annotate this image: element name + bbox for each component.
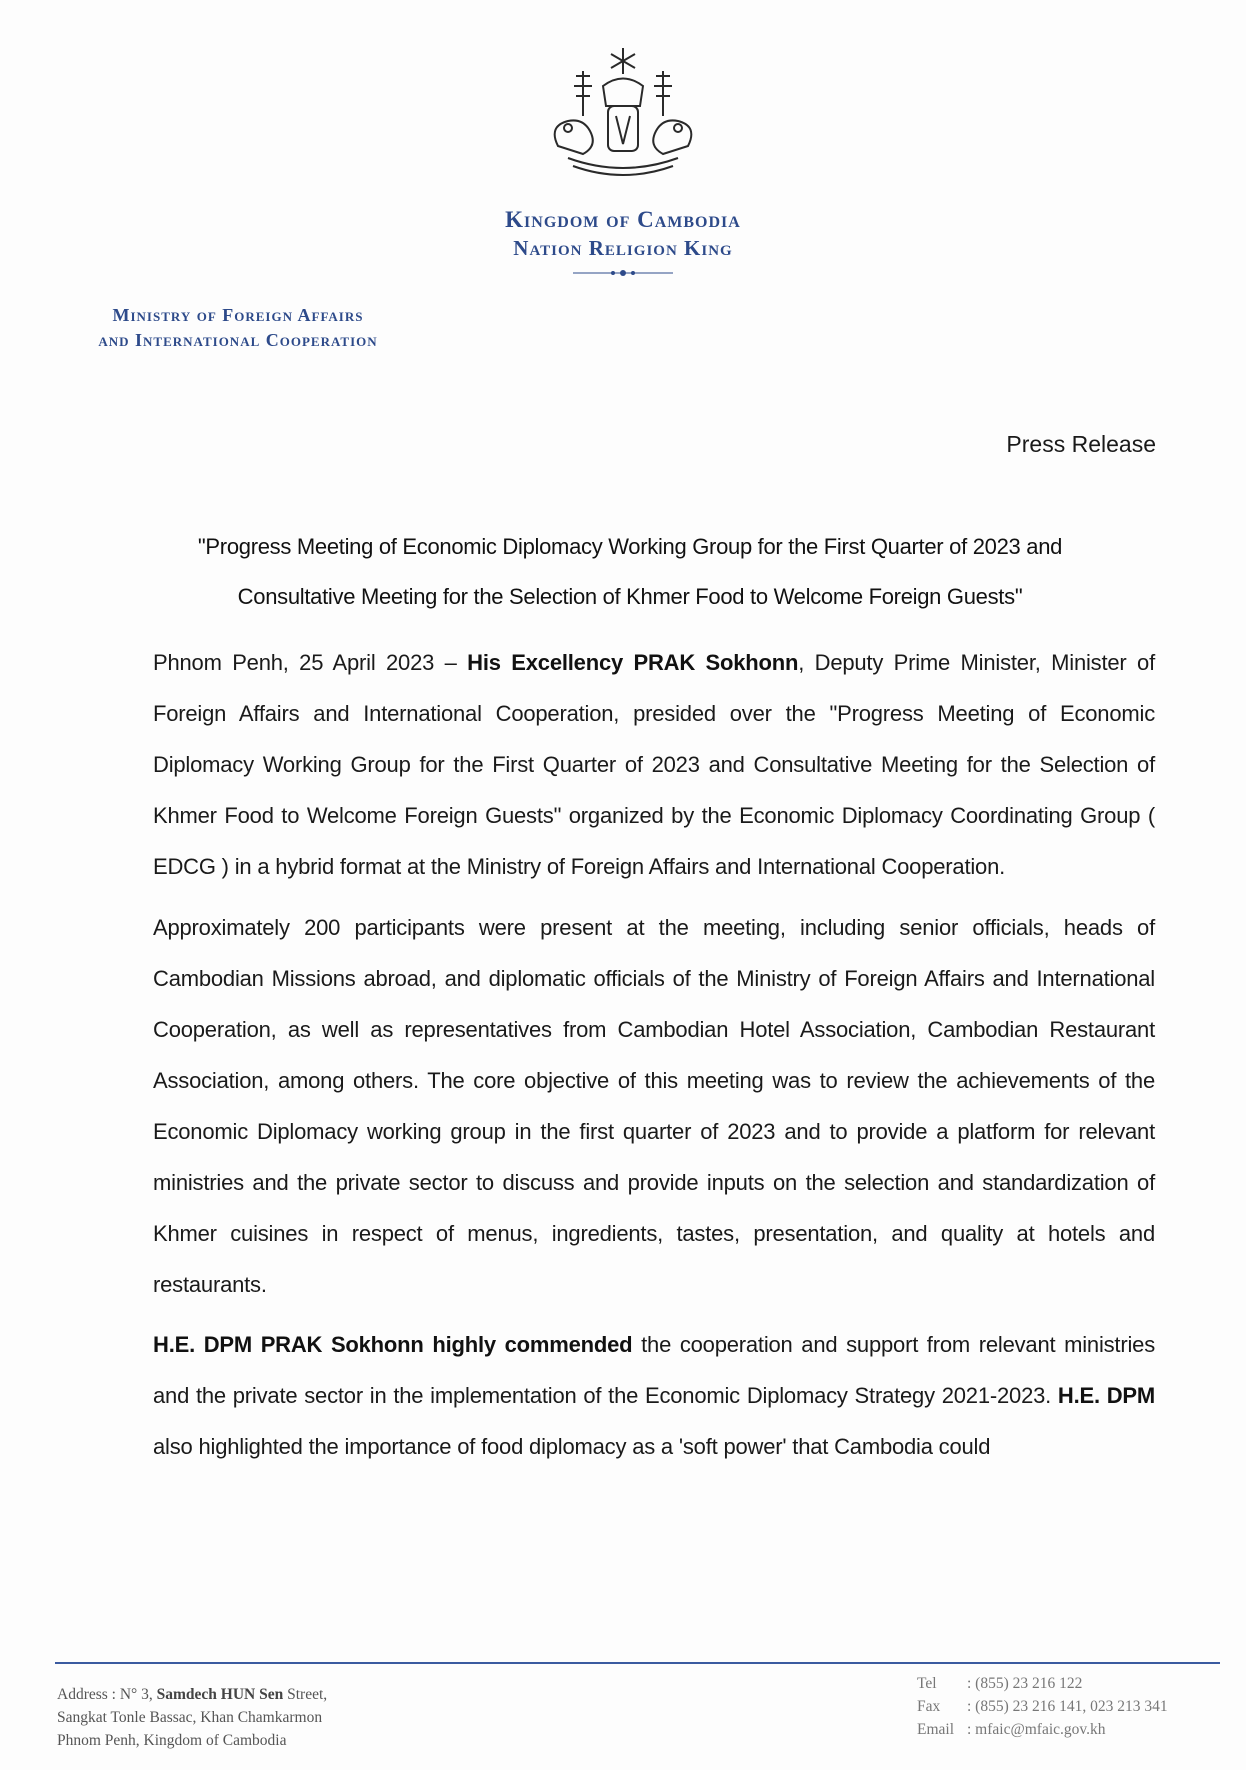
press-release-title: [150, 522, 1110, 622]
title-line-2: Consultative Meeting for the Selection of Khmer Food to Welcome Foreign Guests": [237, 584, 1023, 609]
fax-value: : (855) 23 216 141, 023 213 341: [967, 1698, 1168, 1715]
ornament-divider-icon: [573, 268, 673, 278]
address-line-2: Sangkat Tonle Bassac, Khan Chamkarmon: [57, 1709, 323, 1726]
paragraph-3-bold-2: H.E. DPM: [1057, 1383, 1156, 1408]
address-street-rest: Street,: [283, 1686, 328, 1703]
address-line-1: [57, 1683, 517, 1706]
document-type: Press Release: [1006, 431, 1156, 457]
paragraph-2: Approximately 200 participants were present at the meeting, including senior officials, heads of Cambodian Missions abroad, and diplomatic officials of the Ministry of Foreign Affairs and International Cooperation, as well as representatives from Cambodian Hotel Association, Cambodian Restaurant Association, among others. The core objective of this meeting was to review the achievements of the Economic Diplomacy working group in the first quarter of 2023 and to provide a platform for relevant ministries and the private sector to discuss and provide inputs on the selection and standardization of Khmer cuisines in respect of menus, ingredients, tastes, presentation, and quality at hotels and restaurants.: [153, 915, 1155, 1297]
contact-fax: [917, 1695, 1237, 1718]
email-label: Email: [917, 1721, 955, 1738]
paragraph-3: [153, 1319, 1155, 1472]
ministry-line-1: Ministry of Foreign Affairs: [112, 305, 364, 325]
email-value: : mfaic@mfaic.gov.kh: [967, 1721, 1106, 1738]
address-street-bold: Samdech HUN Sen: [156, 1686, 284, 1703]
ministry-line-2: and International Cooperation: [98, 330, 378, 350]
paragraph-1-bold: His Excellency PRAK Sokhonn: [467, 650, 799, 675]
paragraph-1-lead: Phnom Penh, 25 April 2023 –: [153, 650, 468, 675]
address-label: Address : N° 3,: [57, 1686, 157, 1703]
ministry-heading: [38, 303, 438, 353]
contact-email: [917, 1718, 1237, 1741]
fax-label: Fax: [917, 1698, 941, 1715]
paragraph-1-rest: , Deputy Prime Minister, Minister of Foreign Affairs and International Cooperation, presided over the "Progress Meeting of Economic Diplomacy Working Group for the First Quarter of 2023 and Consultative Meeting for the Selection of Khmer Food to Welcome Foreign Guests" organized by the Economic Diplomacy Coordinating Group ( EDCG ) in a hybrid format at the Ministry of Foreign Affairs and International Cooperation.: [153, 650, 1155, 879]
tel-label: Tel: [917, 1675, 937, 1692]
contact-tel: [917, 1672, 1237, 1695]
address-line-3: Phnom Penh, Kingdom of Cambodia: [57, 1732, 287, 1749]
national-motto: Nation Religion King: [513, 236, 733, 260]
paragraph-3-bold-1: H.E. DPM PRAK Sokhonn highly commended: [153, 1332, 633, 1357]
footer-divider: [55, 1662, 1220, 1664]
footer-address: [57, 1683, 517, 1752]
paragraph-1: [153, 637, 1155, 892]
royal-coat-of-arms-emblem: [528, 46, 718, 186]
footer-contact: [917, 1672, 1237, 1741]
kingdom-heading: [400, 206, 846, 262]
paragraph-3-text-2: also highlighted the importance of food diplomacy as a 'soft power' that Cambodia could: [153, 1434, 991, 1459]
title-line-1: "Progress Meeting of Economic Diplomacy Working Group for the First Quarter of 2023 and: [197, 534, 1063, 559]
paragraph-3-text-1: the cooperation and support from relevant ministries and the private sector in the implementation of the Economic Diplomacy Strategy 2021-2023.: [153, 1332, 1155, 1408]
tel-value: : (855) 23 216 122: [967, 1675, 1083, 1692]
kingdom-name: Kingdom of Cambodia: [505, 207, 741, 232]
